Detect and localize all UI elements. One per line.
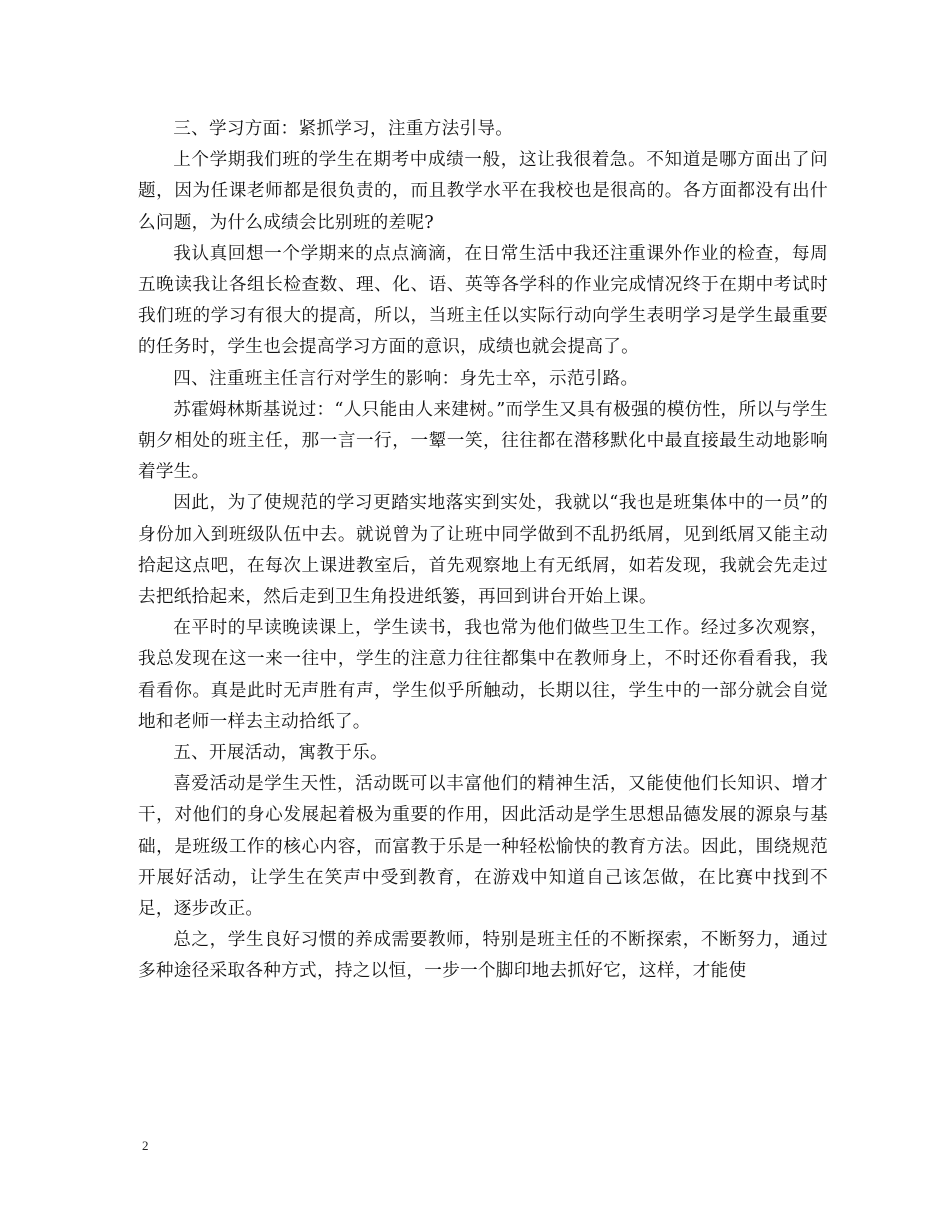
section-heading-study: 三、学习方面：紧抓学习，注重方法引导。 <box>173 119 514 139</box>
paragraph: 在平时的早读晚读课上，学生读书，我也常为他们做些卫生工作。经过多次观察，我总发现在这一来一往中，学生的注意力往往都集中在教师身上，不时还你看看我，我看看你。真是此时无声胜有声，学生似乎所触动，长期以往，学生中的一部分就会自觉地和老师一样去主动拾纸了。 <box>138 618 828 732</box>
paragraph: 总之，学生良好习惯的养成需要教师，特别是班主任的不断探索，不断努力，通过多种途径采取各种方式，持之以恒，一步一个脚印地去抓好它，这样，才能使 <box>138 930 828 982</box>
paragraph: 喜爱活动是学生天性，活动既可以丰富他们的精神生活，又能使他们长知识、增才干，对他们的身心发展起着极为重要的作用，因此活动是学生思想品德发展的源泉与基础，是班级工作的核心内容，而富教于乐是一种轻松愉快的教育方法。因此，围绕规范开展好活动，让学生在笑声中受到教育，在游戏中知道自己该怎做，在比赛中找到不足，逐步改正。 <box>138 774 828 920</box>
section-heading-teacher-conduct: 四、注重班主任言行对学生的影响：身先士卒，示范引路。 <box>173 368 639 389</box>
page-number: 2 <box>142 1138 149 1153</box>
paragraph: 上个学期我们班的学生在期考中成绩一般，这让我很着急。不知道是哪方面出了问题，因为任课老师都是很负责的，而且教学水平在我校也是很高的。各方面都没有出什么问题，为什么成绩会比别班的差呢? <box>138 150 828 233</box>
paragraph: 苏霍姆林斯基说过：“人只能由人来建树。”而学生又具有极强的模仿性，所以与学生朝夕相处的班主任，那一言一行，一颦一笑，往往都在潜移默化中最直接最生动地影响着学生。 <box>138 399 828 483</box>
section-heading-activities: 五、开展活动，寓教于乐。 <box>173 743 388 764</box>
document-body <box>138 114 828 988</box>
paragraph: 因此，为了使规范的学习更踏实地落实到实处，我就以“我也是班集体中的一员”的身份加入到班级队伍中去。就说曾为了让班中同学做到不乱扔纸屑，见到纸屑又能主动拾起这点吧，在每次上课进教室后，首先观察地上有无纸屑，如若发现，我就会先走过去把纸拾起来，然后走到卫生角投进纸篓，再回到讲台开始上课。 <box>138 493 828 608</box>
paragraph: 我认真回想一个学期来的点点滴滴，在日常生活中我还注重课外作业的检查，每周五晚读我让各组长检查数、理、化、语、英等各学科的作业完成情况终于在期中考试时我们班的学习有很大的提高，所以，当班主任以实际行动向学生表明学习是学生最重要的任务时，学生也会提高学习方面的意识，成绩也就会提高了。 <box>138 243 828 358</box>
